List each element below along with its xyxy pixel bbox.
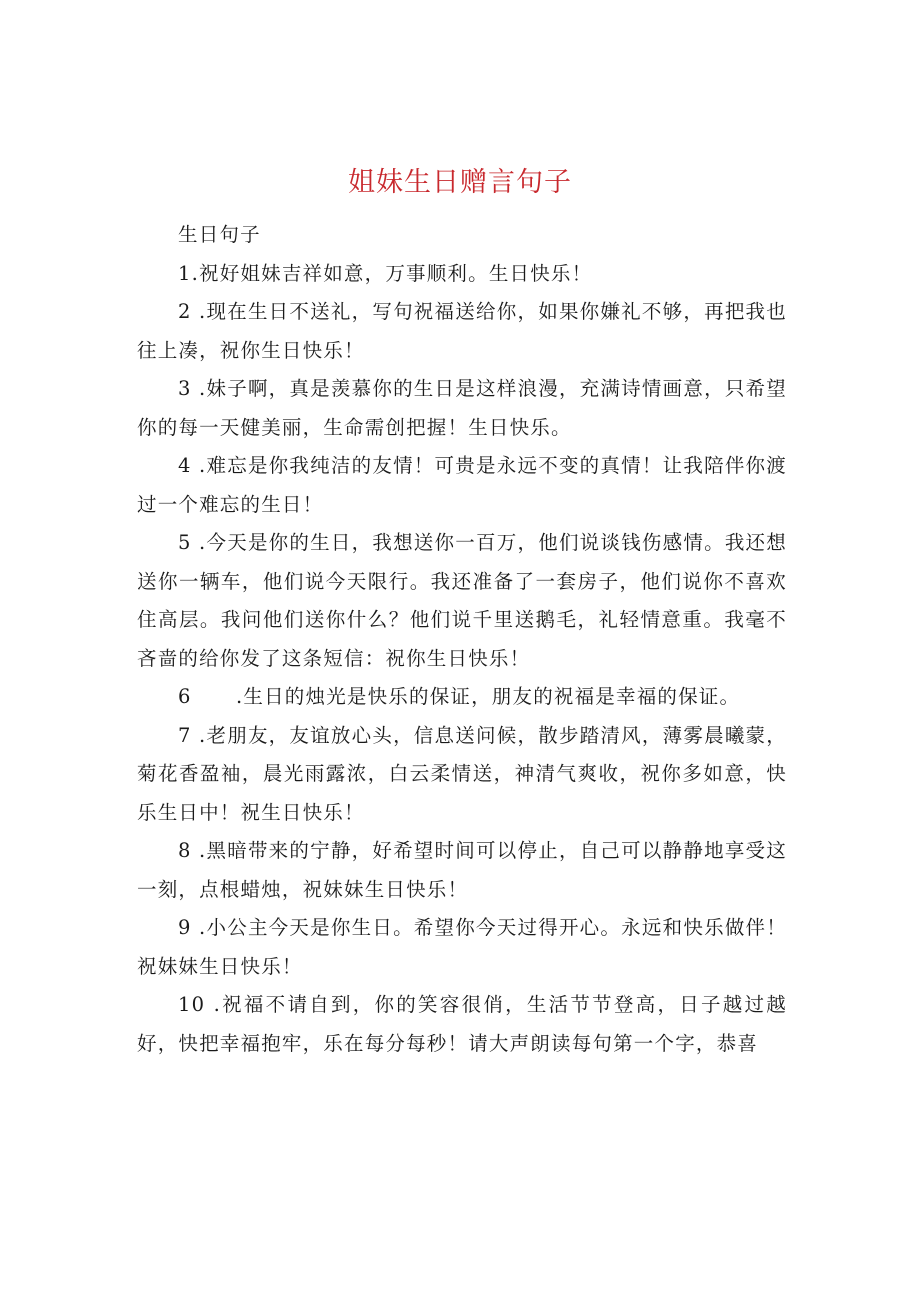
list-item — [137, 986, 787, 1063]
item-text: 今天是你的生日，我想送你一百万，他们说谈钱伤感情。我还想送你一辆车，他们说今天限行。我还准备了一套房子，他们说你不喜欢住高层。我问他们送你什么？他们说千里送鹅毛，礼轻情意重。我毫不吝啬的给你发了这条短信：祝你生日快乐！ — [137, 531, 787, 670]
item-number: 10 . — [178, 993, 222, 1016]
document-title: 姐妹生日赠言句子 — [348, 167, 572, 198]
list-item — [137, 832, 787, 909]
item-number: 1. — [178, 261, 200, 285]
item-number: 2 . — [178, 300, 207, 323]
item-text: 黑暗带来的宁静，好希望时间可以停止，自己可以静静地享受这一刻，点根蜡烛，祝妹妹生日快乐！ — [137, 839, 787, 901]
list-item — [137, 370, 787, 447]
item-text: 祝福不请自到，你的笑容很俏，生活节节登高，日子越过越好，快把幸福抱牢，乐在每分每秒！请大声朗读每句第一个字，恭喜 — [137, 993, 787, 1055]
item-text: 妹子啊，真是羡慕你的生日是这样浪漫，充满诗情画意，只希望你的每一天健美丽，生命需创把握！生日快乐。 — [137, 377, 787, 439]
item-text: 祝好姐妹吉祥如意，万事顺利。生日快乐！ — [199, 261, 593, 285]
item-text: .生日的烛光是快乐的保证，朋友的祝福是幸福的保证。 — [236, 685, 741, 708]
item-number: 4 . — [178, 454, 207, 477]
list-item — [137, 717, 787, 833]
item-number: 8 . — [178, 839, 207, 862]
list-item — [137, 255, 787, 294]
list-item — [137, 447, 787, 524]
item-number: 5 . — [178, 531, 207, 554]
item-number: 7 . — [178, 723, 207, 747]
item-text: 现在生日不送礼，写句祝福送给你，如果你嫌礼不够，再把我也往上凑，祝你生日快乐！ — [137, 300, 787, 362]
document-body — [137, 216, 787, 1063]
item-number: 3 . — [178, 377, 207, 400]
item-number: 9 . — [178, 916, 207, 939]
list-item — [137, 293, 787, 370]
item-text: 难忘是你我纯洁的友情！可贵是永远不变的真情！让我陪伴你渡过一个难忘的生日！ — [137, 454, 787, 516]
section-heading: 生日句子 — [178, 223, 261, 246]
item-text: 老朋友，友谊放心头，信息送问候，散步踏清风，薄雾晨曦蒙，菊花香盈袖，晨光雨露浓，白云柔情送，神清气爽收，祝你多如意，快乐生日中！祝生日快乐！ — [137, 723, 787, 824]
list-item — [137, 909, 787, 986]
item-text: 小公主今天是你生日。希望你今天过得开心。永远和快乐做伴！祝妹妹生日快乐！ — [137, 916, 787, 978]
list-item — [137, 678, 787, 717]
item-number: 6 — [178, 685, 192, 708]
list-item — [137, 524, 787, 678]
